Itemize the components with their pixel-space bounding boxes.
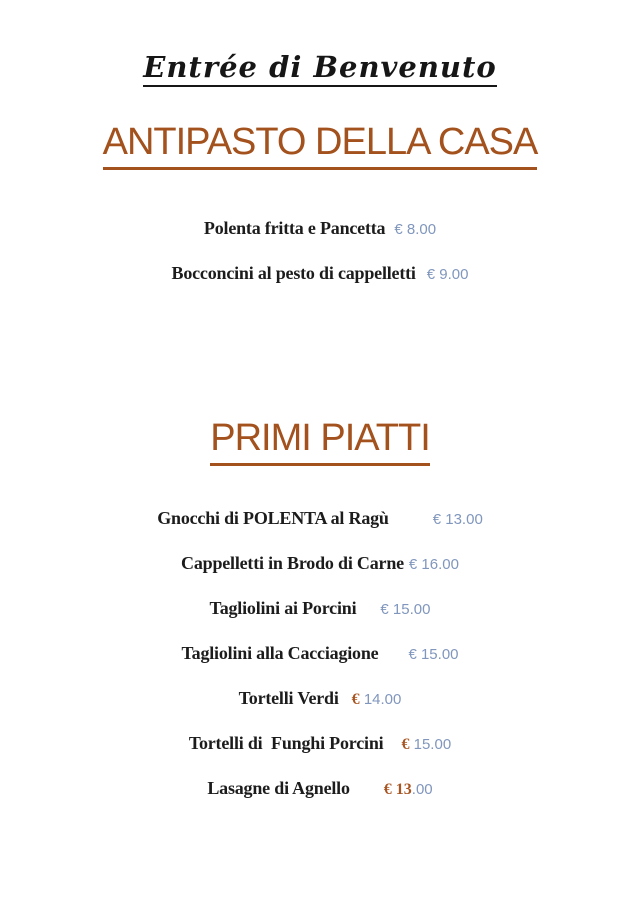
section-title-text: ANTIPASTO DELLA CASA [103, 121, 538, 170]
price-part: € 13.00 [432, 511, 483, 528]
menu-item-price [352, 689, 402, 710]
menu-item [0, 778, 640, 800]
price-part: € 16.00 [408, 556, 459, 573]
menu-section [0, 121, 640, 285]
menu-item-name: Tagliolini alla Cacciagione [181, 643, 379, 663]
price-part: € 15.00 [380, 601, 431, 618]
menu-item-name: Tortelli di Funghi Porcini [188, 733, 384, 753]
menu-item-price [384, 779, 433, 800]
welcome-title-text: Entrée di Benvenuto [143, 50, 497, 87]
price-part: 14.00 [359, 691, 402, 708]
menu-item-name: Bocconcini al pesto di cappelletti [171, 263, 416, 283]
menu-body [0, 121, 640, 800]
menu-item-name: Polenta fritta e Pancetta [203, 218, 386, 238]
menu-item-gap [350, 793, 384, 794]
menu-item [0, 508, 640, 530]
menu-item-gap [385, 233, 394, 234]
menu-item-price [401, 734, 451, 755]
price-part: 15.00 [409, 736, 452, 753]
menu-section [0, 417, 640, 800]
price-part: € [401, 736, 410, 753]
section-items [0, 218, 640, 285]
menu-item [0, 218, 640, 240]
menu-item-gap [416, 278, 427, 279]
price-part: € 8.00 [394, 221, 437, 238]
price-part: € 15.00 [408, 646, 459, 663]
menu-item-gap [383, 748, 401, 749]
menu-item-name: Lasagne di Agnello [207, 778, 350, 798]
menu-item-price [409, 554, 459, 575]
menu-item-name: Gnocchi di POLENTA al Ragù [157, 508, 389, 528]
price-part: € 13 [383, 781, 412, 798]
menu-item [0, 263, 640, 285]
menu-item-price [380, 599, 430, 620]
menu-item-price [427, 264, 469, 285]
menu-item [0, 688, 640, 710]
menu-item-name: Cappelletti in Brodo di Carne [181, 553, 404, 573]
menu-item-price [433, 509, 483, 530]
price-part: € [351, 691, 360, 708]
menu-item-price [394, 219, 436, 240]
section-title [0, 121, 640, 170]
menu-item-price [408, 644, 458, 665]
menu-item-gap [339, 703, 352, 704]
menu-item [0, 553, 640, 575]
menu-item-name: Tortelli Verdi [238, 688, 339, 708]
section-title-text: PRIMI PIATTI [210, 417, 430, 466]
price-part: .00 [411, 781, 433, 798]
menu-item [0, 598, 640, 620]
price-part: € 9.00 [426, 266, 469, 283]
welcome-title [0, 50, 640, 87]
section-items [0, 508, 640, 800]
menu-item-gap [389, 523, 433, 524]
menu-item [0, 733, 640, 755]
menu-item [0, 643, 640, 665]
section-title [0, 417, 640, 466]
menu-item-gap [356, 613, 380, 614]
menu-item-name: Tagliolini ai Porcini [209, 598, 357, 618]
menu-item-gap [378, 658, 408, 659]
